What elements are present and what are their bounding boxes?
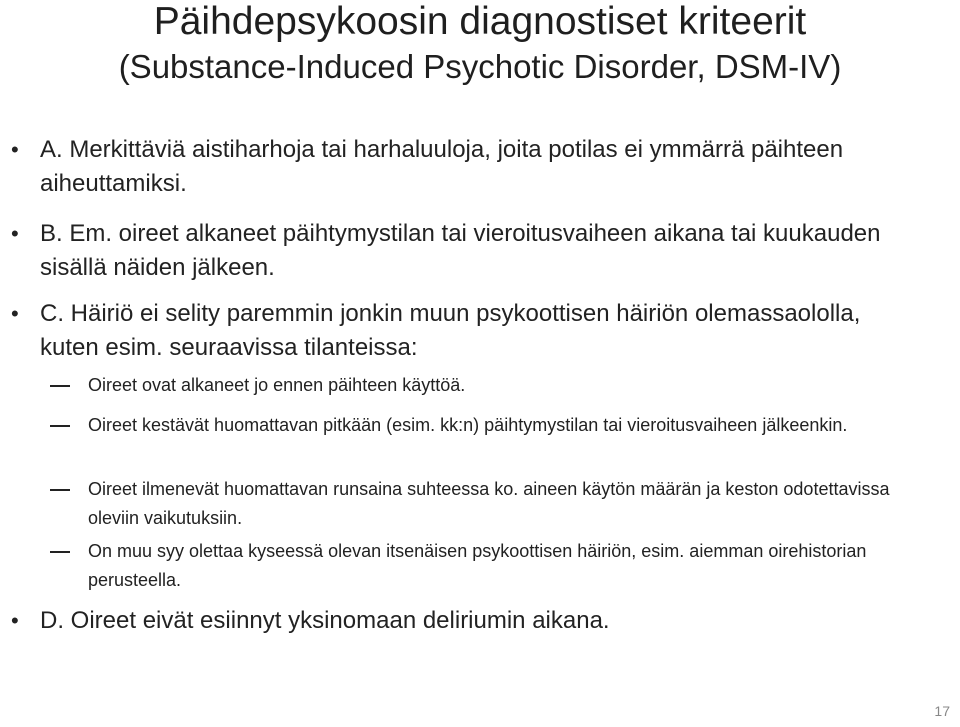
bullet-text: D. Oireet eivät esiinnyt yksinomaan deliriumin aikana. xyxy=(40,607,610,634)
bullet-dot-icon: • xyxy=(11,221,19,246)
page-number: 17 xyxy=(934,703,950,719)
slide-subtitle: (Substance-Induced Psychotic Disorder, DSM-IV) xyxy=(118,48,842,85)
bullet-dot-icon: • xyxy=(11,301,19,326)
slide-title: Päihdepsykoosin diagnostiset kriteerit xyxy=(153,0,807,43)
sub-bullet-item xyxy=(50,475,940,533)
bullet-item-c xyxy=(11,297,905,365)
dash-icon xyxy=(50,385,70,387)
sub-bullet-item xyxy=(50,537,940,595)
bullet-text: C. Häiriö ei selity paremmin jonkin muun psykoottisen häiriön olemassaololla, kuten esim. seuraavissa tilanteissa: xyxy=(40,300,861,361)
sub-bullet-text: Oireet ovat alkaneet jo ennen päihteen käyttöä. xyxy=(88,375,466,395)
sub-bullet-text: Oireet kestävät huomattavan pitkään (esim. kk:n) päihtymystilan tai vieroitusvaiheen jälkeenkin. xyxy=(88,415,848,435)
sub-bullet-text: On muu syy olettaa kyseessä olevan itsenäisen psykoottisen häiriön, esim. aiemman oirehistorian perusteella. xyxy=(88,541,867,590)
dash-icon xyxy=(50,425,70,427)
bullet-text: B. Em. oireet alkaneet päihtymystilan tai vieroitusvaiheen aikana tai kuukauden sisällä näiden jälkeen. xyxy=(40,220,881,281)
bullet-item-b xyxy=(11,217,905,285)
bullet-dot-icon: • xyxy=(11,608,19,633)
bullet-text: A. Merkittäviä aistiharhoja tai harhaluuloja, joita potilas ei ymmärrä päihteen aiheuttamiksi. xyxy=(40,136,844,197)
bullet-item-a xyxy=(11,133,905,201)
sub-bullet-item xyxy=(50,411,940,440)
dash-icon xyxy=(50,551,70,553)
bullet-dot-icon: • xyxy=(11,137,19,162)
sub-bullet-item xyxy=(50,371,940,400)
sub-bullet-text: Oireet ilmenevät huomattavan runsaina suhteessa ko. aineen käytön määrän ja keston odotettavissa oleviin vaikutuksiin. xyxy=(88,479,890,528)
dash-icon xyxy=(50,489,70,491)
bullet-item-d xyxy=(11,604,905,638)
